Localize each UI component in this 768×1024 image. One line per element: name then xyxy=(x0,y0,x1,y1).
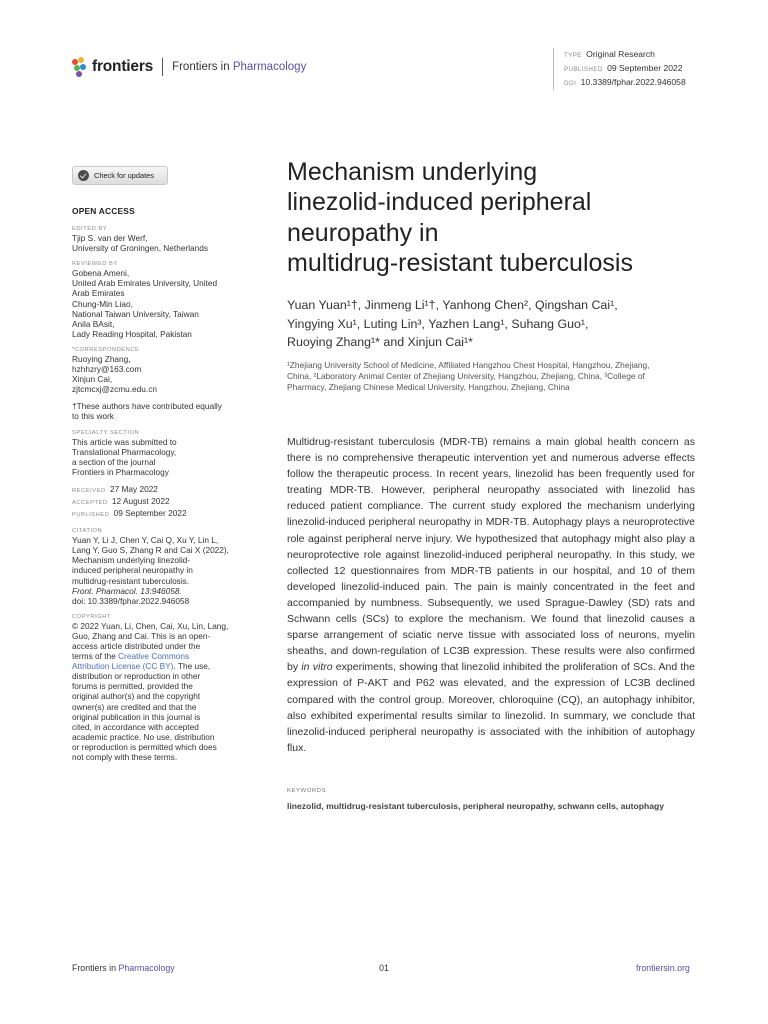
footer-journal-prefix: Frontiers in xyxy=(72,963,116,973)
published-value-sidebar: 09 September 2022 xyxy=(113,508,187,519)
copyright-line: owner(s) are credited and that the xyxy=(72,701,197,712)
citation-line: Mechanism underlying linezolid- xyxy=(72,555,191,566)
accepted-label: ACCEPTED xyxy=(72,499,108,506)
citation-line: Yuan Y, Li J, Chen Y, Cai Q, Xu Y, Lin L, xyxy=(72,535,219,546)
frontiers-logo-icon xyxy=(72,57,88,77)
footer-site-link[interactable]: frontiersin.org xyxy=(636,963,690,973)
journal-title: Pharmacology xyxy=(232,61,307,73)
reviewer-line: National Taiwan University, Taiwan xyxy=(72,308,199,319)
check-for-updates-button[interactable] xyxy=(72,166,168,185)
title-line: linezolid-induced peripheral xyxy=(287,188,592,217)
specialty-line: This article was submitted to xyxy=(72,436,177,447)
copyright-line: cited, in accordance with accepted xyxy=(72,721,199,732)
title-line: Mechanism underlying xyxy=(287,158,538,186)
copyright-line: Guo, Zhang and Cai. This is an open- xyxy=(72,630,211,641)
citation-line: Lang Y, Guo S, Zhang R and Cai X (2022), xyxy=(72,545,229,556)
copyright-line: academic practice. No use, distribution xyxy=(72,731,215,742)
type-value: Original Research xyxy=(586,49,655,59)
article-title xyxy=(287,157,717,278)
dates-section xyxy=(72,484,242,520)
abstract xyxy=(287,434,695,756)
citation-line: induced peripheral neuropathy in xyxy=(72,565,193,576)
editor-affiliation: University of Groningen, Netherlands xyxy=(72,243,209,254)
correspondent-name: Xinjun Cai, xyxy=(72,374,113,385)
logo-divider xyxy=(162,58,163,76)
reviewer-line: United Arab Emirates University, United xyxy=(72,278,218,289)
footer-journal-title: Pharmacology xyxy=(118,963,175,973)
keywords-label: KEYWORDS xyxy=(287,788,327,794)
specialty-line: a section of the journal xyxy=(72,456,156,467)
edited-by-label: EDITED BY xyxy=(72,226,108,233)
affiliation-line: ¹Zhejiang University School of Medicine, Affiliated Hangzhou Chest Hospital, Hangzhou, Zhejiang, xyxy=(287,360,650,370)
check-for-updates-label: Check for updates xyxy=(94,171,154,180)
correspondence-label: *CORRESPONDENCE xyxy=(72,346,140,353)
page-number: 01 xyxy=(379,963,389,973)
specialty-label: SPECIALTY SECTION xyxy=(72,429,140,436)
license-suffix: . The use, xyxy=(173,661,211,672)
citation-section xyxy=(72,527,242,606)
copyright-line: distribution or reproduction in other xyxy=(72,671,201,682)
reviewer-line: Anila BAsit, xyxy=(72,318,115,329)
correspondent-name: Ruoying Zhang, xyxy=(72,353,131,364)
specialty-line: Frontiers in Pharmacology xyxy=(72,466,169,477)
reviewed-by-label: REVIEWED BY xyxy=(72,261,118,268)
copyright-line: original publication in this journal is xyxy=(72,711,201,722)
edited-by-section xyxy=(72,225,242,253)
affiliation-line: Pharmacy, Zhejiang Chinese Medical University, Hangzhou, Zhejiang, China xyxy=(287,381,570,392)
type-label: TYPE xyxy=(564,52,582,59)
citation-label: CITATION xyxy=(72,528,103,535)
terms-prefix: terms of the xyxy=(72,651,119,662)
received-value: 27 May 2022 xyxy=(109,483,158,494)
editor-name: Tjip S. van der Werf, xyxy=(72,233,148,244)
affiliation-line: China, ²Laboratory Animal Center of Zhejiang University, Hangzhou, Zhejiang, China, ³College of xyxy=(287,370,645,381)
journal-prefix: Frontiers in xyxy=(172,61,230,73)
copyright-line: or reproduction is permitted which does xyxy=(72,741,217,752)
copyright-label: COPYRIGHT xyxy=(72,613,111,620)
footer-journal-name[interactable] xyxy=(72,963,175,973)
frontiers-logo[interactable] xyxy=(72,56,306,78)
author-line: Ruoying Zhang¹* and Xinjun Cai¹* xyxy=(287,335,473,349)
specialty-section xyxy=(72,429,242,477)
abstract-italic: in vitro xyxy=(301,661,333,674)
copyright-line: not comply with these terms. xyxy=(72,752,178,763)
citation-line: Front. Pharmacol. 13:946058. xyxy=(72,585,182,596)
doi-label: DOI xyxy=(564,80,577,87)
logo-wordmark: frontiers xyxy=(92,58,154,75)
copyright-line xyxy=(72,661,242,671)
abstract-text: experiments, showing that linezolid inhibited the proliferation of SCs. And the expression of P-AKT and P62 was elevated, and the expression of LC3B declined compared with the control group. Moreover, chloroquine (CQ), an autophagy inhibitor, also exhibited experimental results similar to linezolid. In summary, we conclude that linezolid-induced peripheral neuropathy is associated with the inhibition of autophagy flux. xyxy=(287,661,695,754)
specialty-line: Translational Pharmacology, xyxy=(72,446,177,457)
published-date xyxy=(564,62,686,76)
title-line: neuropathy in xyxy=(287,218,439,247)
copyright-line: original author(s) and the copyright xyxy=(72,691,201,702)
reviewed-by-section xyxy=(72,260,242,339)
author-line: Yingying Xu¹, Luting Lin³, Yazhen Lang¹, Suhang Guo¹, xyxy=(287,316,589,331)
correspondence-section xyxy=(72,346,242,394)
received-date xyxy=(72,484,242,496)
license-link[interactable]: Attribution License (CC BY) xyxy=(72,661,174,672)
note-line: †These authors have contributed equally xyxy=(72,401,222,412)
reviewer-line: Lady Reading Hospital, Pakistan xyxy=(72,328,192,339)
accepted-value: 12 August 2022 xyxy=(111,495,170,506)
received-label: RECEIVED xyxy=(72,487,106,494)
copyright-line: forums is permitted, provided the xyxy=(72,681,193,692)
citation-doi-link[interactable]: doi: 10.3389/fphar.2022.946058 xyxy=(72,595,190,606)
author-line: Yuan Yuan¹†, Jinmeng Li¹†, Yanhong Chen², Qingshan Cai¹, xyxy=(287,298,618,312)
check-circle-icon xyxy=(78,170,89,181)
published-label-sidebar: PUBLISHED xyxy=(72,512,110,519)
article-doi[interactable] xyxy=(564,76,686,90)
copyright-section xyxy=(72,613,242,762)
affiliations xyxy=(287,360,699,392)
open-access-label: OPEN ACCESS xyxy=(72,206,135,216)
reviewer-line: Arab Emirates xyxy=(72,288,125,299)
note-line: to this work xyxy=(72,411,114,422)
journal-name[interactable] xyxy=(172,61,306,73)
equal-contribution-note xyxy=(72,401,242,421)
doi-value: 10.3389/fphar.2022.946058 xyxy=(580,77,686,87)
reviewer-line: Chung-Min Liao, xyxy=(72,298,133,309)
reviewer-line: Gobena Ameni, xyxy=(72,268,130,279)
published-label: PUBLISHED xyxy=(564,66,603,73)
published-date-sidebar xyxy=(72,508,242,520)
author-list xyxy=(287,296,707,352)
keywords-list: linezolid, multidrug-resistant tuberculosis, peripheral neuropathy, schwann cells, autophagy xyxy=(287,801,665,811)
copyright-line xyxy=(72,651,242,661)
citation-line: multidrug-resistant tuberculosis. xyxy=(72,575,190,586)
license-link[interactable]: Creative Commons xyxy=(118,651,190,662)
copyright-line: © 2022 Yuan, Li, Chen, Cai, Xu, Lin, Lang, xyxy=(72,620,229,631)
correspondent-email-link[interactable]: hzhhzry@163.com xyxy=(72,364,142,375)
correspondent-email-link[interactable]: zjtcmcxj@zcmu.edu.cn xyxy=(72,384,157,395)
article-meta xyxy=(553,48,686,90)
sidebar xyxy=(72,206,242,769)
accepted-date xyxy=(72,496,242,508)
copyright-line: access article distributed under the xyxy=(72,641,201,651)
published-value: 09 September 2022 xyxy=(607,63,683,73)
abstract-text: Multidrug-resistant tuberculosis (MDR-TB) remains a main global health concern as there is no comprehensive therapeutic intervention yet and numerous adverse effects follow the therapeutic process. In recent years, linezolid has been frequently used for treating MDR-TB. However, peripheral neuropathy associated with linezolid has reduced patient compliance. The current study explored the mechanism underlying linezolid-induced peripheral neuropathy in MDR-TB. Autophagy plays a neuroprotective role against peripheral nerve injury. We hypothesized that autophagy might also play a neuroprotective role against linezolid-induced peripheral neuropathy. In this study, we collected 12 questionnaires from MDR-TB patients in our hospital, and 10 of them developed linezolid-induced pain. The pain is mainly concentrated in the feet and accompanied by numbness. Subsequently, we used Sprague-Dawley (SD) rats and Schwann cells (SCs) to explore the mechanism. We found that linezolid causes a sparse arrangement of sciatic nerve tissue with associated loss of neurons, myelin sheaths, and down-regulation of LC3B expression. These results were also confirmed by xyxy=(287,436,695,674)
article-type xyxy=(564,48,686,62)
title-line: multidrug-resistant tuberculosis xyxy=(287,248,633,277)
